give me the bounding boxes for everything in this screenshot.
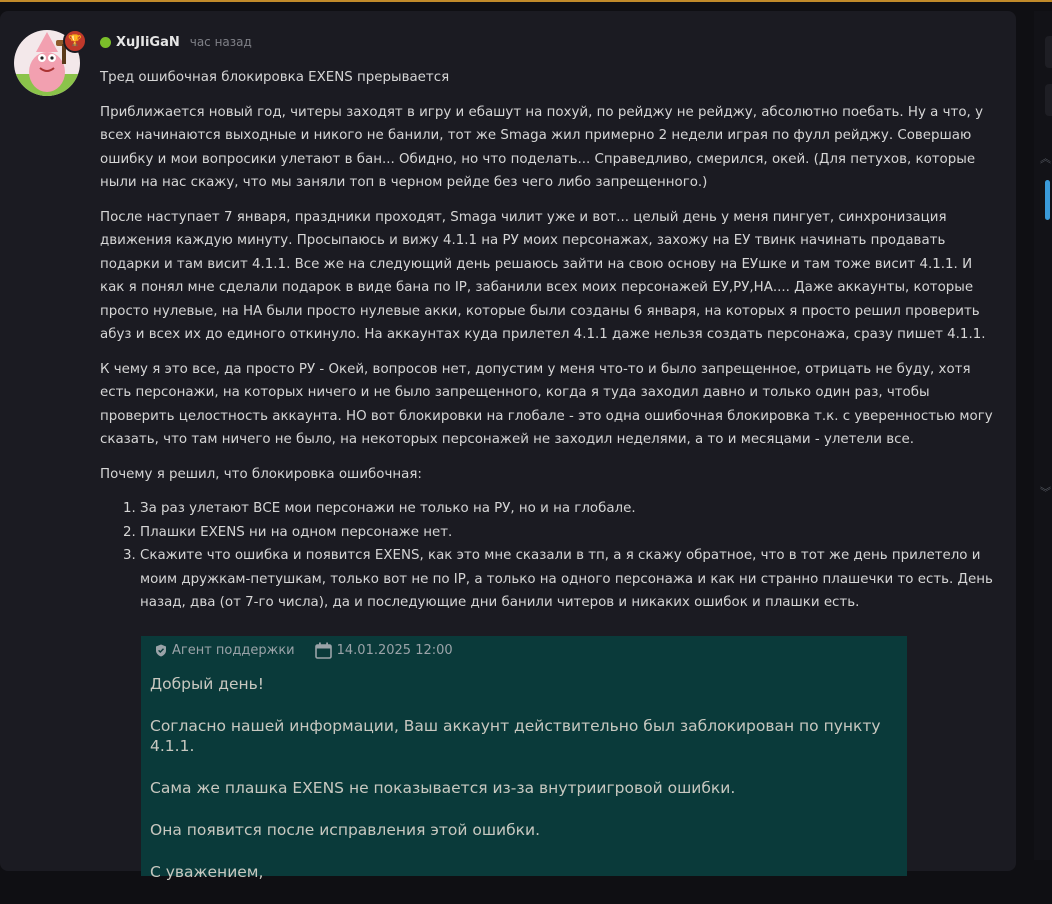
scrollbar-thumb[interactable] <box>1045 180 1050 220</box>
list-item: 3. Скажите что ошибка и появится EXENS, как это мне сказали в тп, а я скажу обратное, что в тот же день прилетело и моим дружкам-петушкам, только вот не по IP, а только на одного персонажа и как ни странно плашечки то есть. День назад, два (от 7-го числа), да и последующие дни банили читеров и никаких ошибок и плашки есть. <box>140 544 995 615</box>
post-paragraph-1: Приближается новый год, читеры заходят в игру и ебашут на похуй, по рейджу не рейджу, абсолютно поебать. Ну а что, у всех начинаются выходные и никого не банили, тот же Smaga жил примерно 2 недели играя по фулл рейджу. Совершаю ошибку и мои вопросики улетают в бан... Обидно, но что поделать... Справедливо, смерился, окей. (Для петухов, которые ныли на нас скажу, что мы заняли топ в черном рейде без чего либо запрещенного.) <box>100 104 983 190</box>
trophy-icon: 🏆 <box>63 29 87 53</box>
reply-date: 14.01.2025 12:00 <box>336 643 453 658</box>
online-status-icon <box>100 37 111 48</box>
quote-line: Согласно нашей информации, Ваш аккаунт действительно был заблокирован по пункту 4.1.1. <box>150 717 881 755</box>
username[interactable]: XuJIiGaN <box>116 34 180 50</box>
right-sidebar <box>1034 11 1052 860</box>
scroll-up-icon[interactable]: ︽ <box>1040 152 1051 165</box>
calendar-icon <box>315 642 332 659</box>
quote-line: С уважением, <box>150 863 264 881</box>
top-accent-line <box>0 0 1052 2</box>
post-title: Тред ошибочная блокировка EXENS прерывается <box>100 70 450 85</box>
list-item: 1. За раз улетают ВСЕ мои персонажи не только на РУ, но и на глобале. <box>140 497 995 521</box>
post-paragraph-2: После наступает 7 января, праздники проходят, Smaga чилит уже и вот... целый день у меня пингует, синхронизация движения каждую минуту. Просыпаюсь и вижу 4.1.1 на РУ моих персонажах, захожу на ЕУ твинк начинать продавать подарки и там висит 4.1.1. Все же на следующий день решаюсь зайти на свою основу на ЕУшке и там тоже висит 4.1.1. И как я понял мне сделали подарок в виде бана по IP, забанили всех моих персонажей ЕУ,РУ,НА.... Даже аккаунты, которые просто нулевые, на НА были просто нулевые акки, которые были созданы 6 января, на которых я просто решил проверить абуз и всех их до единого откинуло. На аккаунтах куда прилетел 4.1.1 даже нельзя создать персонажа, сразу пишет 4.1.1. <box>100 209 986 342</box>
quote-line: Сама же плашка EXENS не показывается из-за внутриигровой ошибки. <box>150 779 736 797</box>
quote-line: Она появится после исправления этой ошибки. <box>150 821 541 839</box>
reason-list <box>100 497 995 615</box>
post-paragraph-3: К чему я это все, да просто РУ - Окей, вопросов нет, допустим у меня что-то и было запрещенное, отрицать не буду, хотя есть персонажи, на которых ничего и не было запрещенного, когда я туда заходил давно и только один раз, чтобы проверить целостность аккаунта. НО вот блокировки на глобале - это одна ошибочная блокировка т.к. с уверенностью могу сказать, что там ничего не было, на некоторых персонажей не заходил неделями, а то и месяцами - улетели все. <box>100 361 993 447</box>
support-reply-quote <box>141 636 907 881</box>
sidebar-button[interactable] <box>1045 84 1052 116</box>
agent-label: Агент поддержки <box>172 643 295 658</box>
post-time[interactable]: час назад <box>189 35 252 49</box>
quote-line: Добрый день! <box>150 675 264 693</box>
scroll-down-icon[interactable]: ︾ <box>1040 486 1051 499</box>
post-paragraph-4: Почему я решил, что блокировка ошибочная: <box>100 466 422 482</box>
quote-body <box>150 674 890 904</box>
post-content <box>100 66 995 615</box>
post-meta <box>100 33 252 51</box>
shield-icon <box>155 644 167 657</box>
list-item: 2. Плашки EXENS ни на одном персонаже нет. <box>140 521 995 545</box>
sidebar-button[interactable] <box>1045 36 1052 68</box>
quote-header <box>155 642 453 659</box>
